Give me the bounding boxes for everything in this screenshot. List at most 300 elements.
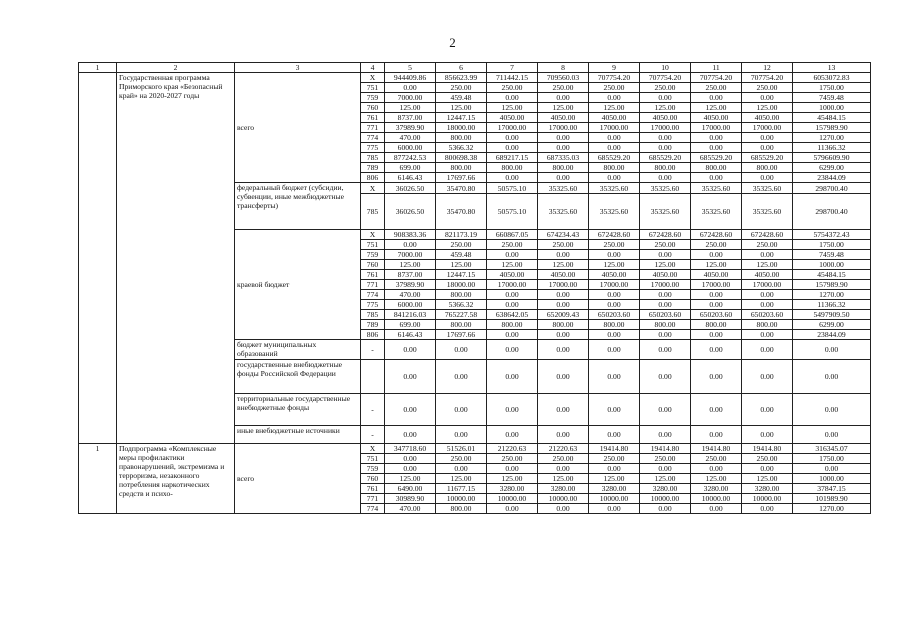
- program-kraevoy-col-10: 250.00: [640, 240, 691, 250]
- program-vsego-col-11: 707754.20: [691, 73, 742, 83]
- program-kraevoy-col-13: 157989.90: [793, 280, 871, 290]
- program-kraevoy-col-7: 0.00: [487, 290, 538, 300]
- program-federal-col-8: 35325.60: [538, 194, 589, 230]
- subprogram-col-13: 1000.00: [793, 474, 871, 484]
- program-other-code: -: [361, 394, 385, 426]
- subprogram-col-5: 6490.00: [385, 484, 436, 494]
- subprogram-col-7: 3280.00: [487, 484, 538, 494]
- program-kraevoy-col-13: 1000.00: [793, 260, 871, 270]
- program-vsego-col-10: 0.00: [640, 133, 691, 143]
- subprogram-col-6: 11677.15: [436, 484, 487, 494]
- subprogram-col-11: 19414.80: [691, 444, 742, 454]
- program-vsego-col-13: 6299.00: [793, 163, 871, 173]
- program-other-col-5: 0.00: [385, 394, 436, 426]
- program-kraevoy-col-11: 4050.00: [691, 270, 742, 280]
- program-vsego-col-9: 800.00: [589, 163, 640, 173]
- program-kraevoy-col-6: 800.00: [436, 320, 487, 330]
- program-vsego-col-7: 0.00: [487, 143, 538, 153]
- program-kraevoy-col-6: 17697.66: [436, 330, 487, 340]
- program-other-col-8: 0.00: [538, 394, 589, 426]
- program-other-col-10: 0.00: [640, 426, 691, 444]
- program-kraevoy-col-13: 1750.00: [793, 240, 871, 250]
- program-kraevoy-col-8: 0.00: [538, 330, 589, 340]
- program-other-col-5: 0.00: [385, 360, 436, 394]
- program-kraevoy-col-9: 250.00: [589, 240, 640, 250]
- subprogram-code: 774: [361, 504, 385, 514]
- program-vsego-col-7: 0.00: [487, 93, 538, 103]
- program-kraevoy-col-10: 800.00: [640, 320, 691, 330]
- program-other-col-8: 0.00: [538, 360, 589, 394]
- subprogram-col-10: 0.00: [640, 464, 691, 474]
- program-kraevoy-col-12: 250.00: [742, 240, 793, 250]
- program-vsego-col-13: 157989.90: [793, 123, 871, 133]
- program-kraevoy-code: X: [361, 230, 385, 240]
- subprogram-col-10: 125.00: [640, 474, 691, 484]
- program-kraevoy-col-7: 638642.05: [487, 310, 538, 320]
- subprogram-col-11: 0.00: [691, 504, 742, 514]
- program-vsego-col-11: 685529.20: [691, 153, 742, 163]
- program-kraevoy-col-9: 0.00: [589, 250, 640, 260]
- program-vsego-col-6: 800.00: [436, 133, 487, 143]
- program-kraevoy-col-7: 250.00: [487, 240, 538, 250]
- program-vsego-col-12: 4050.00: [742, 113, 793, 123]
- subprogram-col-13: 1270.00: [793, 504, 871, 514]
- subprogram-col-12: 3280.00: [742, 484, 793, 494]
- subprogram-code: 771: [361, 494, 385, 504]
- program-other-col-7: 0.00: [487, 426, 538, 444]
- program-vsego-col-5: 944409.86: [385, 73, 436, 83]
- subprogram-code: 751: [361, 454, 385, 464]
- program-vsego-col-8: 17000.00: [538, 123, 589, 133]
- program-vsego-col-9: 250.00: [589, 83, 640, 93]
- program-federal-col-5: 36026.50: [385, 194, 436, 230]
- budget-table: [78, 62, 871, 514]
- program-kraevoy-col-13: 45484.15: [793, 270, 871, 280]
- program-kraevoy-col-13: 5497909.50: [793, 310, 871, 320]
- program-kraevoy-col-6: 800.00: [436, 290, 487, 300]
- program-kraevoy-col-5: 7000.00: [385, 250, 436, 260]
- program-vsego-col-9: 125.00: [589, 103, 640, 113]
- program-kraevoy-col-12: 125.00: [742, 260, 793, 270]
- program-federal-col-10: 35325.60: [640, 183, 691, 194]
- subprogram-col-9: 3280.00: [589, 484, 640, 494]
- program-kraevoy-col-11: 0.00: [691, 290, 742, 300]
- program-vsego-code: 761: [361, 113, 385, 123]
- page-number: 2: [449, 35, 456, 50]
- program-kraevoy-col-9: 0.00: [589, 330, 640, 340]
- program-vsego-col-11: 0.00: [691, 173, 742, 183]
- program-kraevoy-col-8: 674234.43: [538, 230, 589, 240]
- header-col-7: 7: [487, 63, 538, 73]
- header-col-6: 6: [436, 63, 487, 73]
- program-other-col-12: 0.00: [742, 340, 793, 360]
- subprogram-name: Подпрограмма «Комплексные меры профилактики правонарушений, экстремизма и терроризма, незаконного потребления наркотических средств и психо-: [117, 444, 235, 514]
- subprogram-col-5: 125.00: [385, 474, 436, 484]
- subprogram-col-11: 250.00: [691, 454, 742, 464]
- program-other-col-11: 0.00: [691, 394, 742, 426]
- program-other-col-11: 0.00: [691, 340, 742, 360]
- program-kraevoy-code: 759: [361, 250, 385, 260]
- program-kraevoy-col-12: 4050.00: [742, 270, 793, 280]
- program-kraevoy-col-12: 800.00: [742, 320, 793, 330]
- program-vsego-col-6: 17697.66: [436, 173, 487, 183]
- program-vsego-col-7: 0.00: [487, 173, 538, 183]
- program-vsego-code: 751: [361, 83, 385, 93]
- program-vsego-col-12: 125.00: [742, 103, 793, 113]
- program-kraevoy-col-5: 6146.43: [385, 330, 436, 340]
- program-vsego-col-13: 45484.15: [793, 113, 871, 123]
- program-kraevoy-col-12: 650203.60: [742, 310, 793, 320]
- subprogram-col-7: 125.00: [487, 474, 538, 484]
- program-vsego-col-8: 0.00: [538, 143, 589, 153]
- program-vsego-col-10: 0.00: [640, 93, 691, 103]
- program-federal-col-7: 50575.10: [487, 194, 538, 230]
- program-source-federal: федеральный бюджет (субсидии, субвенции, иные межбюджетные трансферты): [235, 183, 361, 230]
- program-kraevoy-col-13: 1270.00: [793, 290, 871, 300]
- subprogram-col-10: 250.00: [640, 454, 691, 464]
- program-other-col-10: 0.00: [640, 360, 691, 394]
- program-other-col-12: 0.00: [742, 360, 793, 394]
- program-other-col-10: 0.00: [640, 340, 691, 360]
- program-kraevoy-col-5: 6000.00: [385, 300, 436, 310]
- program-kraevoy-col-11: 125.00: [691, 260, 742, 270]
- program-vsego-col-8: 125.00: [538, 103, 589, 113]
- program-vsego-col-10: 707754.20: [640, 73, 691, 83]
- program-other-col-5: 0.00: [385, 340, 436, 360]
- program-kraevoy-col-6: 125.00: [436, 260, 487, 270]
- program-source-vsego: всего: [235, 73, 361, 183]
- program-vsego-col-11: 800.00: [691, 163, 742, 173]
- program-vsego-col-5: 699.00: [385, 163, 436, 173]
- program-vsego-col-13: 23844.09: [793, 173, 871, 183]
- program-other-col-9: 0.00: [589, 340, 640, 360]
- program-other-col-12: 0.00: [742, 426, 793, 444]
- program-kraevoy-col-9: 800.00: [589, 320, 640, 330]
- program-vsego-col-6: 12447.15: [436, 113, 487, 123]
- program-kraevoy-col-7: 0.00: [487, 300, 538, 310]
- program-vsego-col-8: 0.00: [538, 133, 589, 143]
- program-other-col-9: 0.00: [589, 426, 640, 444]
- program-number: [79, 73, 117, 444]
- program-vsego-col-13: 1270.00: [793, 133, 871, 143]
- program-vsego-col-9: 685529.20: [589, 153, 640, 163]
- program-kraevoy-col-6: 5366.32: [436, 300, 487, 310]
- header-col-5: 5: [385, 63, 436, 73]
- subprogram-col-5: 0.00: [385, 464, 436, 474]
- subprogram-col-7: 0.00: [487, 504, 538, 514]
- subprogram-col-8: 0.00: [538, 504, 589, 514]
- program-kraevoy-col-10: 4050.00: [640, 270, 691, 280]
- program-vsego-col-11: 0.00: [691, 133, 742, 143]
- program-federal-col-12: 35325.60: [742, 183, 793, 194]
- program-kraevoy-col-10: 0.00: [640, 300, 691, 310]
- program-kraevoy-col-12: 0.00: [742, 300, 793, 310]
- program-kraevoy-col-11: 17000.00: [691, 280, 742, 290]
- program-kraevoy-col-5: 699.00: [385, 320, 436, 330]
- subprogram-col-8: 10000.00: [538, 494, 589, 504]
- program-vsego-col-6: 250.00: [436, 83, 487, 93]
- header-col-13: 13: [793, 63, 871, 73]
- program-name: Государственная программа Приморского края «Безопасный край» на 2020-2027 годы: [117, 73, 235, 444]
- program-kraevoy-col-6: 18000.00: [436, 280, 487, 290]
- program-source-other: государственные внебюджетные фонды Российской Федерации: [235, 360, 361, 394]
- program-kraevoy-col-9: 17000.00: [589, 280, 640, 290]
- program-vsego-col-10: 17000.00: [640, 123, 691, 133]
- program-kraevoy-col-6: 765227.58: [436, 310, 487, 320]
- program-vsego-col-10: 800.00: [640, 163, 691, 173]
- program-kraevoy-col-5: 125.00: [385, 260, 436, 270]
- program-kraevoy-col-11: 800.00: [691, 320, 742, 330]
- program-kraevoy-col-7: 0.00: [487, 330, 538, 340]
- program-vsego-col-9: 17000.00: [589, 123, 640, 133]
- program-kraevoy-col-6: 459.48: [436, 250, 487, 260]
- program-kraevoy-col-13: 23844.09: [793, 330, 871, 340]
- subprogram-col-8: 125.00: [538, 474, 589, 484]
- program-vsego-col-9: 4050.00: [589, 113, 640, 123]
- program-vsego-col-11: 0.00: [691, 143, 742, 153]
- program-kraevoy-col-10: 125.00: [640, 260, 691, 270]
- subprogram-col-8: 21220.63: [538, 444, 589, 454]
- program-vsego-col-12: 0.00: [742, 173, 793, 183]
- header-col-3: 3: [235, 63, 361, 73]
- subprogram-col-13: 0.00: [793, 464, 871, 474]
- subprogram-col-8: 250.00: [538, 454, 589, 464]
- program-vsego-col-12: 0.00: [742, 93, 793, 103]
- header-col-4: 4: [361, 63, 385, 73]
- program-kraevoy-code: 771: [361, 280, 385, 290]
- program-kraevoy-col-7: 4050.00: [487, 270, 538, 280]
- program-vsego-col-7: 17000.00: [487, 123, 538, 133]
- program-kraevoy-col-7: 125.00: [487, 260, 538, 270]
- header-col-11: 11: [691, 63, 742, 73]
- program-vsego-col-11: 0.00: [691, 93, 742, 103]
- subprogram-col-7: 0.00: [487, 464, 538, 474]
- program-kraevoy-col-6: 821173.19: [436, 230, 487, 240]
- program-other-col-7: 0.00: [487, 360, 538, 394]
- program-kraevoy-col-12: 0.00: [742, 250, 793, 260]
- subprogram-col-6: 800.00: [436, 504, 487, 514]
- program-vsego-col-5: 6146.43: [385, 173, 436, 183]
- program-other-col-11: 0.00: [691, 426, 742, 444]
- program-kraevoy-col-12: 0.00: [742, 330, 793, 340]
- subprogram-col-11: 125.00: [691, 474, 742, 484]
- subprogram-col-13: 1750.00: [793, 454, 871, 464]
- program-vsego-code: 771: [361, 123, 385, 133]
- program-other-col-6: 0.00: [436, 340, 487, 360]
- program-kraevoy-col-5: 470.00: [385, 290, 436, 300]
- program-vsego-col-6: 856623.99: [436, 73, 487, 83]
- program-vsego-code: 759: [361, 93, 385, 103]
- program-vsego-col-5: 0.00: [385, 83, 436, 93]
- program-vsego-col-7: 800.00: [487, 163, 538, 173]
- subprogram-col-13: 101989.90: [793, 494, 871, 504]
- subprogram-col-7: 21220.63: [487, 444, 538, 454]
- subprogram-col-13: 316345.07: [793, 444, 871, 454]
- program-federal-col-12: 35325.60: [742, 194, 793, 230]
- program-vsego-code: 785: [361, 153, 385, 163]
- subprogram-col-9: 19414.80: [589, 444, 640, 454]
- subprogram-col-8: 3280.00: [538, 484, 589, 494]
- program-kraevoy-col-7: 17000.00: [487, 280, 538, 290]
- program-other-col-9: 0.00: [589, 394, 640, 426]
- subprogram-col-5: 0.00: [385, 454, 436, 464]
- program-vsego-col-13: 1000.00: [793, 103, 871, 113]
- program-other-col-8: 0.00: [538, 426, 589, 444]
- subprogram-col-6: 250.00: [436, 454, 487, 464]
- program-vsego-col-6: 459.48: [436, 93, 487, 103]
- program-vsego-code: 774: [361, 133, 385, 143]
- table-row: [79, 73, 871, 83]
- program-kraevoy-col-6: 250.00: [436, 240, 487, 250]
- program-other-col-13: 0.00: [793, 426, 871, 444]
- header-col-2: 2: [117, 63, 235, 73]
- program-federal-col-9: 35325.60: [589, 194, 640, 230]
- subprogram-col-6: 51526.01: [436, 444, 487, 454]
- program-kraevoy-col-8: 800.00: [538, 320, 589, 330]
- header-col-9: 9: [589, 63, 640, 73]
- subprogram-col-5: 347718.60: [385, 444, 436, 454]
- subprogram-col-10: 3280.00: [640, 484, 691, 494]
- program-kraevoy-col-13: 11366.32: [793, 300, 871, 310]
- subprogram-col-10: 19414.80: [640, 444, 691, 454]
- subprogram-col-8: 0.00: [538, 464, 589, 474]
- subprogram-col-11: 0.00: [691, 464, 742, 474]
- program-kraevoy-col-5: 908383.36: [385, 230, 436, 240]
- header-col-12: 12: [742, 63, 793, 73]
- subprogram-col-9: 250.00: [589, 454, 640, 464]
- subprogram-col-12: 0.00: [742, 504, 793, 514]
- subprogram-col-7: 10000.00: [487, 494, 538, 504]
- program-federal-col-11: 35325.60: [691, 183, 742, 194]
- program-vsego-col-6: 800698.38: [436, 153, 487, 163]
- program-kraevoy-col-12: 17000.00: [742, 280, 793, 290]
- program-kraevoy-col-10: 650203.60: [640, 310, 691, 320]
- program-other-col-5: 0.00: [385, 426, 436, 444]
- program-kraevoy-col-9: 0.00: [589, 300, 640, 310]
- program-kraevoy-col-11: 0.00: [691, 330, 742, 340]
- subprogram-col-12: 19414.80: [742, 444, 793, 454]
- program-kraevoy-col-9: 650203.60: [589, 310, 640, 320]
- subprogram-col-12: 0.00: [742, 464, 793, 474]
- program-kraevoy-col-11: 672428.60: [691, 230, 742, 240]
- program-source-other: иные внебюджетные источники: [235, 426, 361, 444]
- program-vsego-col-11: 250.00: [691, 83, 742, 93]
- program-federal-col-7: 50575.10: [487, 183, 538, 194]
- program-vsego-code: 806: [361, 173, 385, 183]
- subprogram-number: 1: [79, 444, 117, 514]
- subprogram-source-vsego: всего: [235, 444, 361, 514]
- subprogram-col-12: 250.00: [742, 454, 793, 464]
- program-kraevoy-col-10: 17000.00: [640, 280, 691, 290]
- program-vsego-col-5: 8737.00: [385, 113, 436, 123]
- subprogram-col-5: 470.00: [385, 504, 436, 514]
- program-kraevoy-col-11: 650203.60: [691, 310, 742, 320]
- program-vsego-col-9: 0.00: [589, 173, 640, 183]
- program-kraevoy-col-7: 0.00: [487, 250, 538, 260]
- program-vsego-col-7: 4050.00: [487, 113, 538, 123]
- program-federal-col-6: 35470.80: [436, 194, 487, 230]
- subprogram-col-9: 0.00: [589, 504, 640, 514]
- program-kraevoy-col-8: 125.00: [538, 260, 589, 270]
- subprogram-col-7: 250.00: [487, 454, 538, 464]
- program-vsego-code: 789: [361, 163, 385, 173]
- program-vsego-code: 775: [361, 143, 385, 153]
- subprogram-col-10: 10000.00: [640, 494, 691, 504]
- program-federal-col-5: 36026.50: [385, 183, 436, 194]
- program-kraevoy-code: 785: [361, 310, 385, 320]
- header-row: [79, 63, 871, 73]
- subprogram-code: 761: [361, 484, 385, 494]
- program-kraevoy-col-12: 0.00: [742, 290, 793, 300]
- subprogram-col-12: 125.00: [742, 474, 793, 484]
- program-other-col-12: 0.00: [742, 394, 793, 426]
- program-vsego-col-11: 17000.00: [691, 123, 742, 133]
- program-kraevoy-col-10: 0.00: [640, 290, 691, 300]
- program-vsego-col-13: 6053072.83: [793, 73, 871, 83]
- program-kraevoy-col-9: 672428.60: [589, 230, 640, 240]
- header-col-1: 1: [79, 63, 117, 73]
- subprogram-col-6: 10000.00: [436, 494, 487, 504]
- program-kraevoy-col-9: 4050.00: [589, 270, 640, 280]
- program-kraevoy-col-10: 0.00: [640, 330, 691, 340]
- program-vsego-col-11: 4050.00: [691, 113, 742, 123]
- subprogram-col-6: 125.00: [436, 474, 487, 484]
- program-vsego-col-8: 687335.03: [538, 153, 589, 163]
- program-vsego-col-7: 0.00: [487, 133, 538, 143]
- program-federal-col-9: 35325.60: [589, 183, 640, 194]
- program-source-other: бюджет муниципальных образований: [235, 340, 361, 360]
- program-kraevoy-col-13: 7459.48: [793, 250, 871, 260]
- program-other-col-7: 0.00: [487, 394, 538, 426]
- program-vsego-col-10: 0.00: [640, 173, 691, 183]
- subprogram-col-12: 10000.00: [742, 494, 793, 504]
- program-other-col-6: 0.00: [436, 394, 487, 426]
- program-vsego-col-13: 7459.48: [793, 93, 871, 103]
- program-vsego-col-10: 685529.20: [640, 153, 691, 163]
- program-kraevoy-col-13: 6299.00: [793, 320, 871, 330]
- program-kraevoy-code: 789: [361, 320, 385, 330]
- program-vsego-col-6: 125.00: [436, 103, 487, 113]
- program-kraevoy-col-7: 660867.05: [487, 230, 538, 240]
- program-other-col-8: 0.00: [538, 340, 589, 360]
- program-vsego-col-6: 800.00: [436, 163, 487, 173]
- budget-table-body: [79, 63, 871, 514]
- program-kraevoy-col-6: 12447.15: [436, 270, 487, 280]
- program-vsego-col-13: 5796609.90: [793, 153, 871, 163]
- program-kraevoy-col-11: 0.00: [691, 300, 742, 310]
- program-kraevoy-col-10: 672428.60: [640, 230, 691, 240]
- program-other-col-7: 0.00: [487, 340, 538, 360]
- program-vsego-col-12: 685529.20: [742, 153, 793, 163]
- program-federal-col-13: 298700.40: [793, 194, 871, 230]
- program-vsego-col-5: 470.00: [385, 133, 436, 143]
- program-vsego-col-7: 125.00: [487, 103, 538, 113]
- program-kraevoy-col-8: 0.00: [538, 250, 589, 260]
- subprogram-col-9: 10000.00: [589, 494, 640, 504]
- program-kraevoy-col-9: 0.00: [589, 290, 640, 300]
- program-vsego-col-5: 6000.00: [385, 143, 436, 153]
- program-kraevoy-code: 760: [361, 260, 385, 270]
- subprogram-code: 760: [361, 474, 385, 484]
- program-kraevoy-code: 775: [361, 300, 385, 310]
- program-kraevoy-col-13: 5754372.43: [793, 230, 871, 240]
- program-vsego-col-9: 0.00: [589, 133, 640, 143]
- program-federal-col-13: 298700.40: [793, 183, 871, 194]
- program-vsego-col-8: 709560.03: [538, 73, 589, 83]
- program-vsego-col-10: 250.00: [640, 83, 691, 93]
- program-vsego-col-12: 0.00: [742, 133, 793, 143]
- program-kraevoy-col-8: 4050.00: [538, 270, 589, 280]
